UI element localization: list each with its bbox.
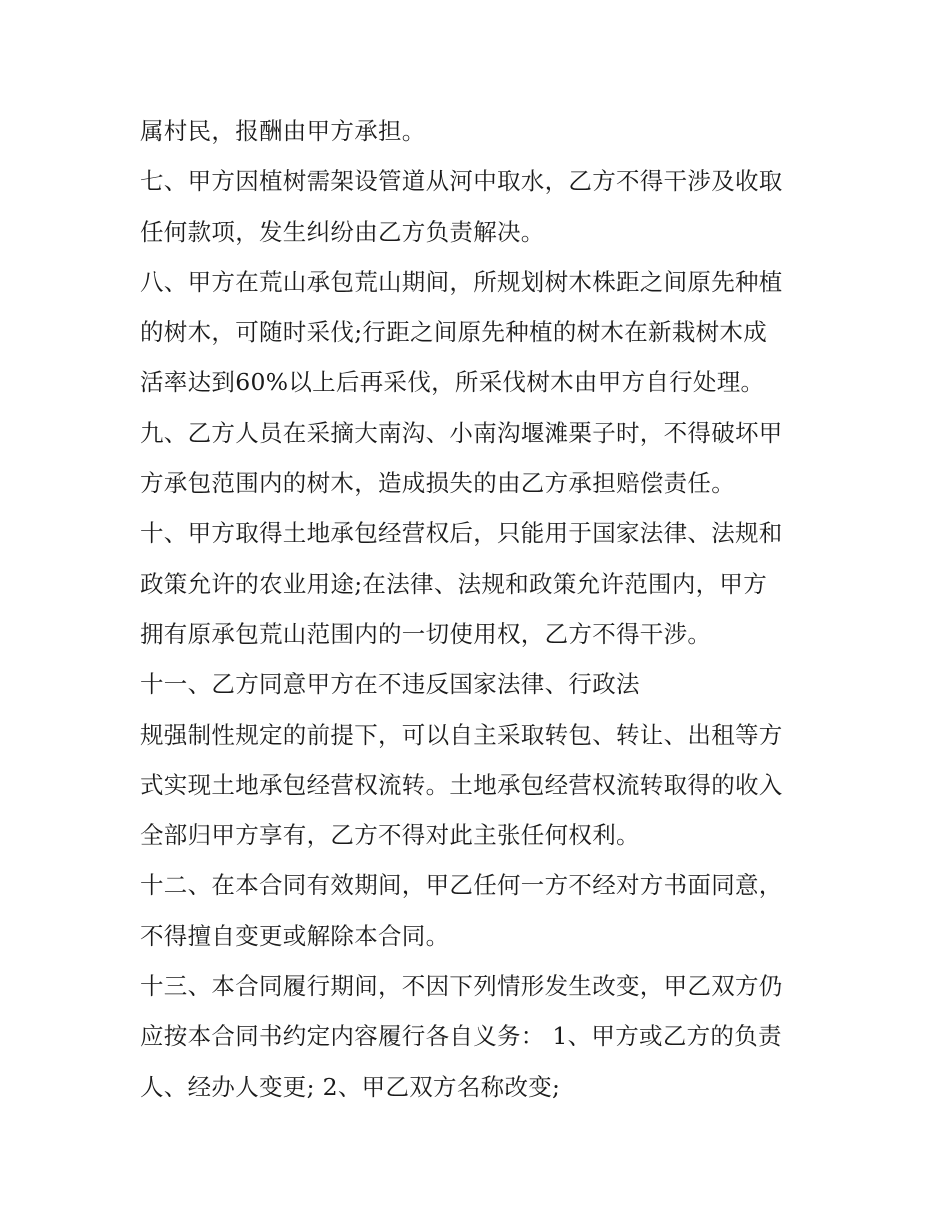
text-line: 拥有原承包荒山范围内的一切使用权，乙方不得干涉。 <box>140 619 712 648</box>
text-line: 活率达到60%以上后再采伐，所采伐树木由甲方自行处理。 <box>140 368 765 397</box>
text-line: 全部归甲方享有，乙方不得对此主张任何权利。 <box>140 821 640 850</box>
text-line: 十、甲方取得土地承包经营权后，只能用于国家法律、法规和 <box>140 519 783 548</box>
text-line: 任何款项，发生纠纷由乙方负责解决。 <box>140 217 545 246</box>
text-line: 属村民，报酬由甲方承担。 <box>140 117 426 145</box>
text-line: 方承包范围内的树木，造成损失的由乙方承担赔偿责任。 <box>140 469 735 498</box>
text-line: 式实现土地承包经营权流转。土地承包经营权流转取得的收入 <box>140 770 783 799</box>
text-line: 规强制性规定的前提下，可以自主采取转包、转让、出租等方 <box>140 720 783 749</box>
text-line: 九、乙方人员在采摘大南沟、小南沟堰滩栗子时，不得破坏甲 <box>140 418 783 447</box>
text-line: 十一、乙方同意甲方在不违反国家法律、行政法 <box>140 670 640 699</box>
text-line: 人、经办人变更; 2、甲乙双方名称改变; <box>140 1072 561 1101</box>
text-line: 十二、在本合同有效期间，甲乙任何一方不经对方书面同意， <box>140 871 783 900</box>
text-line: 应按本合同书约定内容履行各自义务： 1、甲方或乙方的负责 <box>140 1022 782 1051</box>
document-body <box>140 106 820 1112</box>
text-line: 七、甲方因植树需架设管道从河中取水，乙方不得干涉及收取 <box>140 167 783 196</box>
text-line: 政策允许的农业用途;在法律、法规和政策允许范围内，甲方 <box>140 569 768 598</box>
text-line: 八、甲方在荒山承包荒山期间，所规划树木株距之间原先种植 <box>140 267 783 296</box>
text-line: 的树木，可随时采伐;行距之间原先种植的树木在新栽树木成 <box>140 318 768 347</box>
text-line: 不得擅自变更或解除本合同。 <box>140 921 450 950</box>
text-line: 十三、本合同履行期间，不因下列情形发生改变，甲乙双方仍 <box>140 972 783 1001</box>
